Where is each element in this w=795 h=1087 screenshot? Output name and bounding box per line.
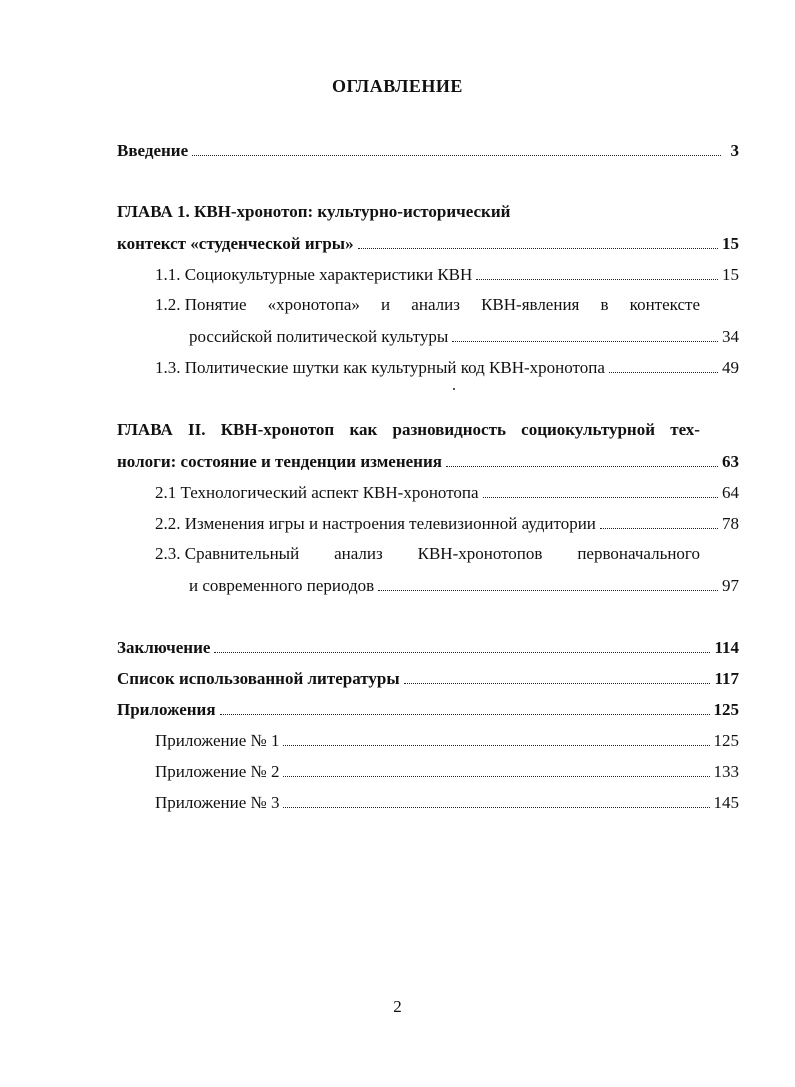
- toc-leader: [476, 262, 718, 280]
- toc-label: Приложение № 3: [155, 793, 280, 812]
- toc-entry-1-2-line2[interactable]: [189, 324, 739, 348]
- toc-label: и современного периодов: [189, 576, 375, 595]
- toc-leader: [220, 697, 710, 715]
- toc-word: II.: [187, 420, 206, 439]
- toc-word: анализ: [411, 295, 460, 314]
- toc-label: российской политической культуры: [189, 327, 449, 346]
- toc-entry-1-1[interactable]: [155, 262, 739, 286]
- toc-page: 49: [722, 358, 739, 377]
- toc-entry-2-1[interactable]: [155, 480, 739, 504]
- toc-label: 1.1. Социокультурные характеристики КВН: [155, 265, 473, 284]
- toc-page: 63: [722, 452, 739, 471]
- toc-leader: [283, 759, 709, 777]
- toc-word: «хронотопа»: [267, 295, 360, 314]
- toc-entry-appendix-1[interactable]: [155, 728, 739, 752]
- toc-entry-2-2[interactable]: [155, 511, 739, 535]
- toc-entry-chapter1[interactable]: [117, 231, 739, 255]
- toc-label: 1.3. Политические шутки как культурный код КВН-хронотопа: [155, 358, 605, 377]
- chapter2-heading-line1: [117, 418, 700, 442]
- toc-label: 2.1 Технологический аспект КВН-хронотопа: [155, 483, 479, 502]
- toc-leader: [192, 138, 721, 156]
- toc-leader: [446, 449, 718, 467]
- toc-word: и: [381, 295, 391, 314]
- toc-leader: [609, 355, 718, 373]
- toc-word: анализ: [334, 544, 383, 563]
- toc-word: КВН-хронотоп: [220, 420, 335, 439]
- toc-entry-appendix-2[interactable]: [155, 759, 739, 783]
- toc-word: разновидность: [392, 420, 506, 439]
- toc-page: 133: [713, 762, 739, 781]
- toc-word: КВН-хронотопов: [417, 544, 543, 563]
- toc-page: 78: [722, 514, 739, 533]
- toc-page: 15: [722, 265, 739, 284]
- toc-word: 2.3. Сравнительный: [155, 544, 300, 563]
- toc-page: 64: [722, 483, 739, 502]
- toc-entry-2-3-line1[interactable]: [155, 542, 700, 566]
- toc-label: Введение: [117, 141, 189, 160]
- toc-leader: [404, 666, 711, 684]
- toc-leader: [600, 511, 718, 529]
- toc-label: Заключение: [117, 638, 211, 657]
- toc-page: 15: [722, 234, 739, 253]
- toc-label: контекст «студенческой игры»: [117, 234, 354, 253]
- toc-entry-2-3-line2[interactable]: [189, 573, 739, 597]
- toc-leader: [214, 635, 710, 653]
- toc-leader: [378, 573, 718, 591]
- toc-leader: [283, 728, 709, 746]
- toc-entry-references[interactable]: [117, 666, 739, 690]
- toc-entry-chapter2[interactable]: [117, 449, 739, 473]
- toc-leader: [358, 231, 718, 249]
- toc-page: 125: [713, 700, 739, 719]
- toc-leader: [452, 324, 718, 342]
- toc-word: тех-: [670, 420, 700, 439]
- toc-word: 1.2. Понятие: [155, 295, 247, 314]
- toc-page: 97: [722, 576, 739, 595]
- scan-speck: [453, 388, 455, 390]
- page-title: ОГЛАВЛЕНИЕ: [332, 76, 463, 96]
- toc-word: контексте: [629, 295, 700, 314]
- toc-label: Приложение № 2: [155, 762, 280, 781]
- toc-word: первоначального: [577, 544, 700, 563]
- toc-word: социокультурной: [521, 420, 655, 439]
- toc-entry-1-3[interactable]: [155, 355, 739, 379]
- toc-label: Приложение № 1: [155, 731, 280, 750]
- toc-label: нологи: состояние и тенденции изменения: [117, 452, 442, 471]
- toc-label: Приложения: [117, 700, 216, 719]
- toc-label: Список использованной литературы: [117, 669, 400, 688]
- toc-word: КВН-явления: [481, 295, 580, 314]
- toc-page: 34: [722, 327, 739, 346]
- toc-entry-conclusion[interactable]: [117, 635, 739, 659]
- toc-word: в: [600, 295, 609, 314]
- toc-page: 145: [713, 793, 739, 812]
- toc-page: 117: [714, 669, 739, 688]
- toc-page: 125: [713, 731, 739, 750]
- toc-entry-intro[interactable]: [117, 138, 739, 162]
- toc-leader: [483, 480, 718, 498]
- toc-label: 2.2. Изменения игры и настроения телевизионной аудитории: [155, 514, 596, 533]
- chapter1-heading-line1: ГЛАВА 1. КВН-хронотоп: культурно-исторический: [117, 202, 511, 221]
- toc-leader: [283, 790, 709, 808]
- toc-word: ГЛАВА: [117, 420, 173, 439]
- toc-page: 114: [714, 638, 739, 657]
- toc-word: как: [349, 420, 378, 439]
- toc-entry-1-2-line1[interactable]: [155, 293, 700, 317]
- page-number: 2: [393, 997, 402, 1016]
- toc-page: 3: [730, 141, 739, 160]
- toc-entry-appendix-3[interactable]: [155, 790, 739, 814]
- toc-entry-appendices[interactable]: [117, 697, 739, 721]
